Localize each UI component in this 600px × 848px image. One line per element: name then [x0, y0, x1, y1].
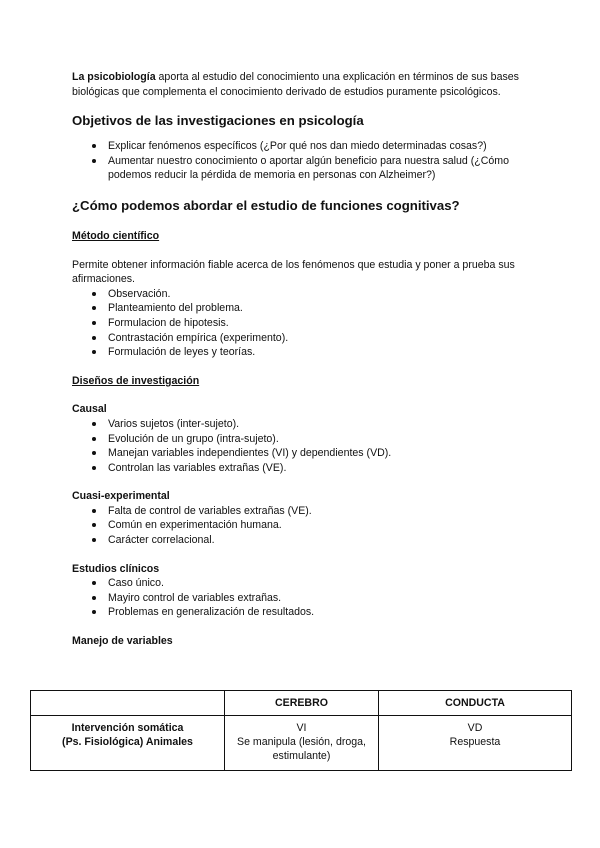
cerebro-line1: VI: [296, 722, 307, 734]
intro-paragraph: [72, 70, 534, 99]
causal-list: [72, 417, 534, 475]
conducta-line1: VD: [467, 722, 483, 734]
metodo-heading: Método científico: [72, 229, 160, 242]
conducta-cell: [379, 716, 572, 771]
variables-table: [30, 690, 572, 771]
row-label-cell: [31, 716, 225, 771]
header-empty-cell: [31, 691, 225, 716]
cuasi-heading: Cuasi-experimental: [72, 490, 170, 503]
cuasi-list: [72, 504, 534, 548]
list-item: Varios sujetos (inter-sujeto).: [72, 417, 534, 432]
objetivos-heading: Objetivos de las investigaciones en psicología: [72, 113, 364, 129]
metodo-text: Permite obtener información fiable acerca de los fenómenos que estudia y poner a prueba sus afirmaciones.: [72, 258, 515, 286]
cerebro-line2: Se manipula (lesión, droga, estimulante): [237, 736, 366, 762]
table-header-row: [31, 691, 572, 716]
intro-bold-term: La psicobiología: [72, 71, 156, 83]
metodo-list: [72, 287, 534, 360]
list-item: Manejan variables independientes (VI) y dependientes (VD).: [72, 446, 534, 461]
intro-text: aporta al estudio del conocimiento una explicación en términos de sus bases biológicas que complementa el conocimiento derivado de estudios puramente psicológicos.: [72, 71, 519, 98]
clinicos-heading: Estudios clínicos: [72, 562, 160, 575]
header-conducta: CONDUCTA: [379, 691, 572, 716]
causal-heading: Causal: [72, 403, 107, 416]
conducta-line2: Respuesta: [449, 736, 501, 748]
list-item: Controlan las variables extrañas (VE).: [72, 461, 534, 476]
list-item: Formulación de leyes y teorías.: [72, 345, 534, 360]
list-item: Observación.: [72, 287, 534, 302]
document-page: [72, 70, 534, 649]
list-item: Aumentar nuestro conocimiento o aportar algún beneficio para nuestra salud (¿Cómo podemos reducir la pérdida de memoria en personas con Alzheimer?): [72, 154, 534, 183]
header-cerebro: CEREBRO: [225, 691, 379, 716]
objetivos-list: [72, 139, 534, 183]
list-item: Caso único.: [72, 576, 534, 591]
disenos-heading: Diseños de investigación: [72, 374, 200, 387]
list-item: Explicar fenómenos específicos (¿Por qué nos dan miedo determinadas cosas?): [72, 139, 534, 154]
list-item: Contrastación empírica (experimento).: [72, 331, 534, 346]
row-label-line1: Intervención somática: [71, 722, 184, 734]
list-item: Problemas en generalización de resultados.: [72, 605, 534, 620]
list-item: Carácter correlacional.: [72, 533, 534, 548]
list-item: Falta de control de variables extrañas (VE).: [72, 504, 534, 519]
list-item: Evolución de un grupo (intra-sujeto).: [72, 432, 534, 447]
pregunta-heading: ¿Cómo podemos abordar el estudio de funciones cognitivas?: [72, 197, 460, 213]
row-label-line2: (Ps. Fisiológica) Animales: [62, 736, 193, 748]
list-item: Mayiro control de variables extrañas.: [72, 591, 534, 606]
list-item: Común en experimentación humana.: [72, 518, 534, 533]
manejo-heading: Manejo de variables: [72, 635, 173, 648]
table-row: [31, 716, 572, 771]
cerebro-cell: [225, 716, 379, 771]
list-item: Formulacion de hipotesis.: [72, 316, 534, 331]
clinicos-list: [72, 576, 534, 620]
list-item: Planteamiento del problema.: [72, 301, 534, 316]
